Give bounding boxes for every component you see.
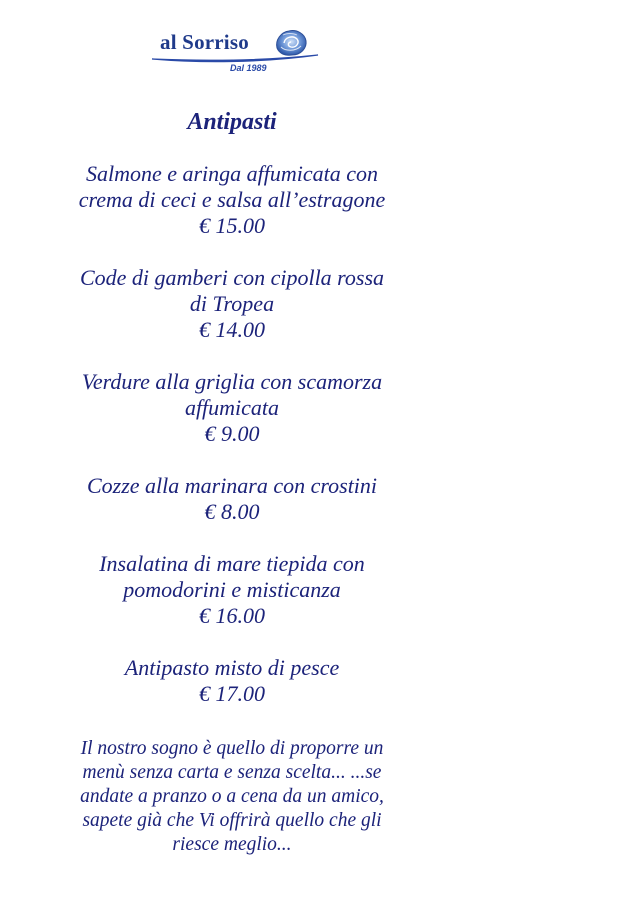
dish-name: Cozze alla marinara con crostini [86, 473, 378, 498]
closing-note [0, 737, 464, 857]
dish-price: € 17.00 [199, 681, 265, 706]
logo-name: al Sorriso [160, 30, 249, 54]
dish-price: € 16.00 [199, 603, 265, 628]
dish-name: pomodorini e misticanza [123, 577, 341, 602]
note-line: riesce meglio... [172, 834, 292, 855]
dish-item [0, 161, 464, 239]
dish-name: Code di gamberi con cipolla rossa [79, 265, 385, 290]
dish-name: Verdure alla griglia con scamorza [81, 369, 383, 394]
dish-name: Insalatina di mare tiepida con [99, 551, 365, 576]
note-line: andate a pranzo o a cena da un amico, [80, 786, 384, 807]
dish-item [0, 551, 464, 629]
note-line: Il nostro sogno è quello di proporre un [80, 738, 384, 759]
dish-item [0, 369, 464, 447]
dish-price: € 15.00 [199, 213, 265, 238]
restaurant-logo [150, 22, 320, 82]
dish-name: di Tropea [189, 291, 275, 316]
section-title: Antipasti [187, 109, 277, 135]
dish-name: Salmone e aringa affumicata con [85, 161, 379, 186]
dish-name: affumicata [184, 395, 280, 420]
dish-name: crema di ceci e salsa all’estragone [78, 187, 386, 212]
dish-price: € 9.00 [204, 421, 260, 446]
dish-item [0, 265, 464, 343]
dish-list [0, 161, 464, 733]
dish-price: € 14.00 [199, 317, 265, 342]
logo-since: Dal 1989 [230, 63, 267, 73]
dish-name: Antipasto misto di pesce [124, 655, 340, 680]
dish-item [0, 655, 464, 707]
dish-price: € 8.00 [204, 499, 260, 524]
dish-item [0, 473, 464, 525]
note-line: menù senza carta e senza scelta... ...se [82, 762, 382, 783]
note-line: sapete già che Vi offrirà quello che gli [82, 810, 382, 831]
